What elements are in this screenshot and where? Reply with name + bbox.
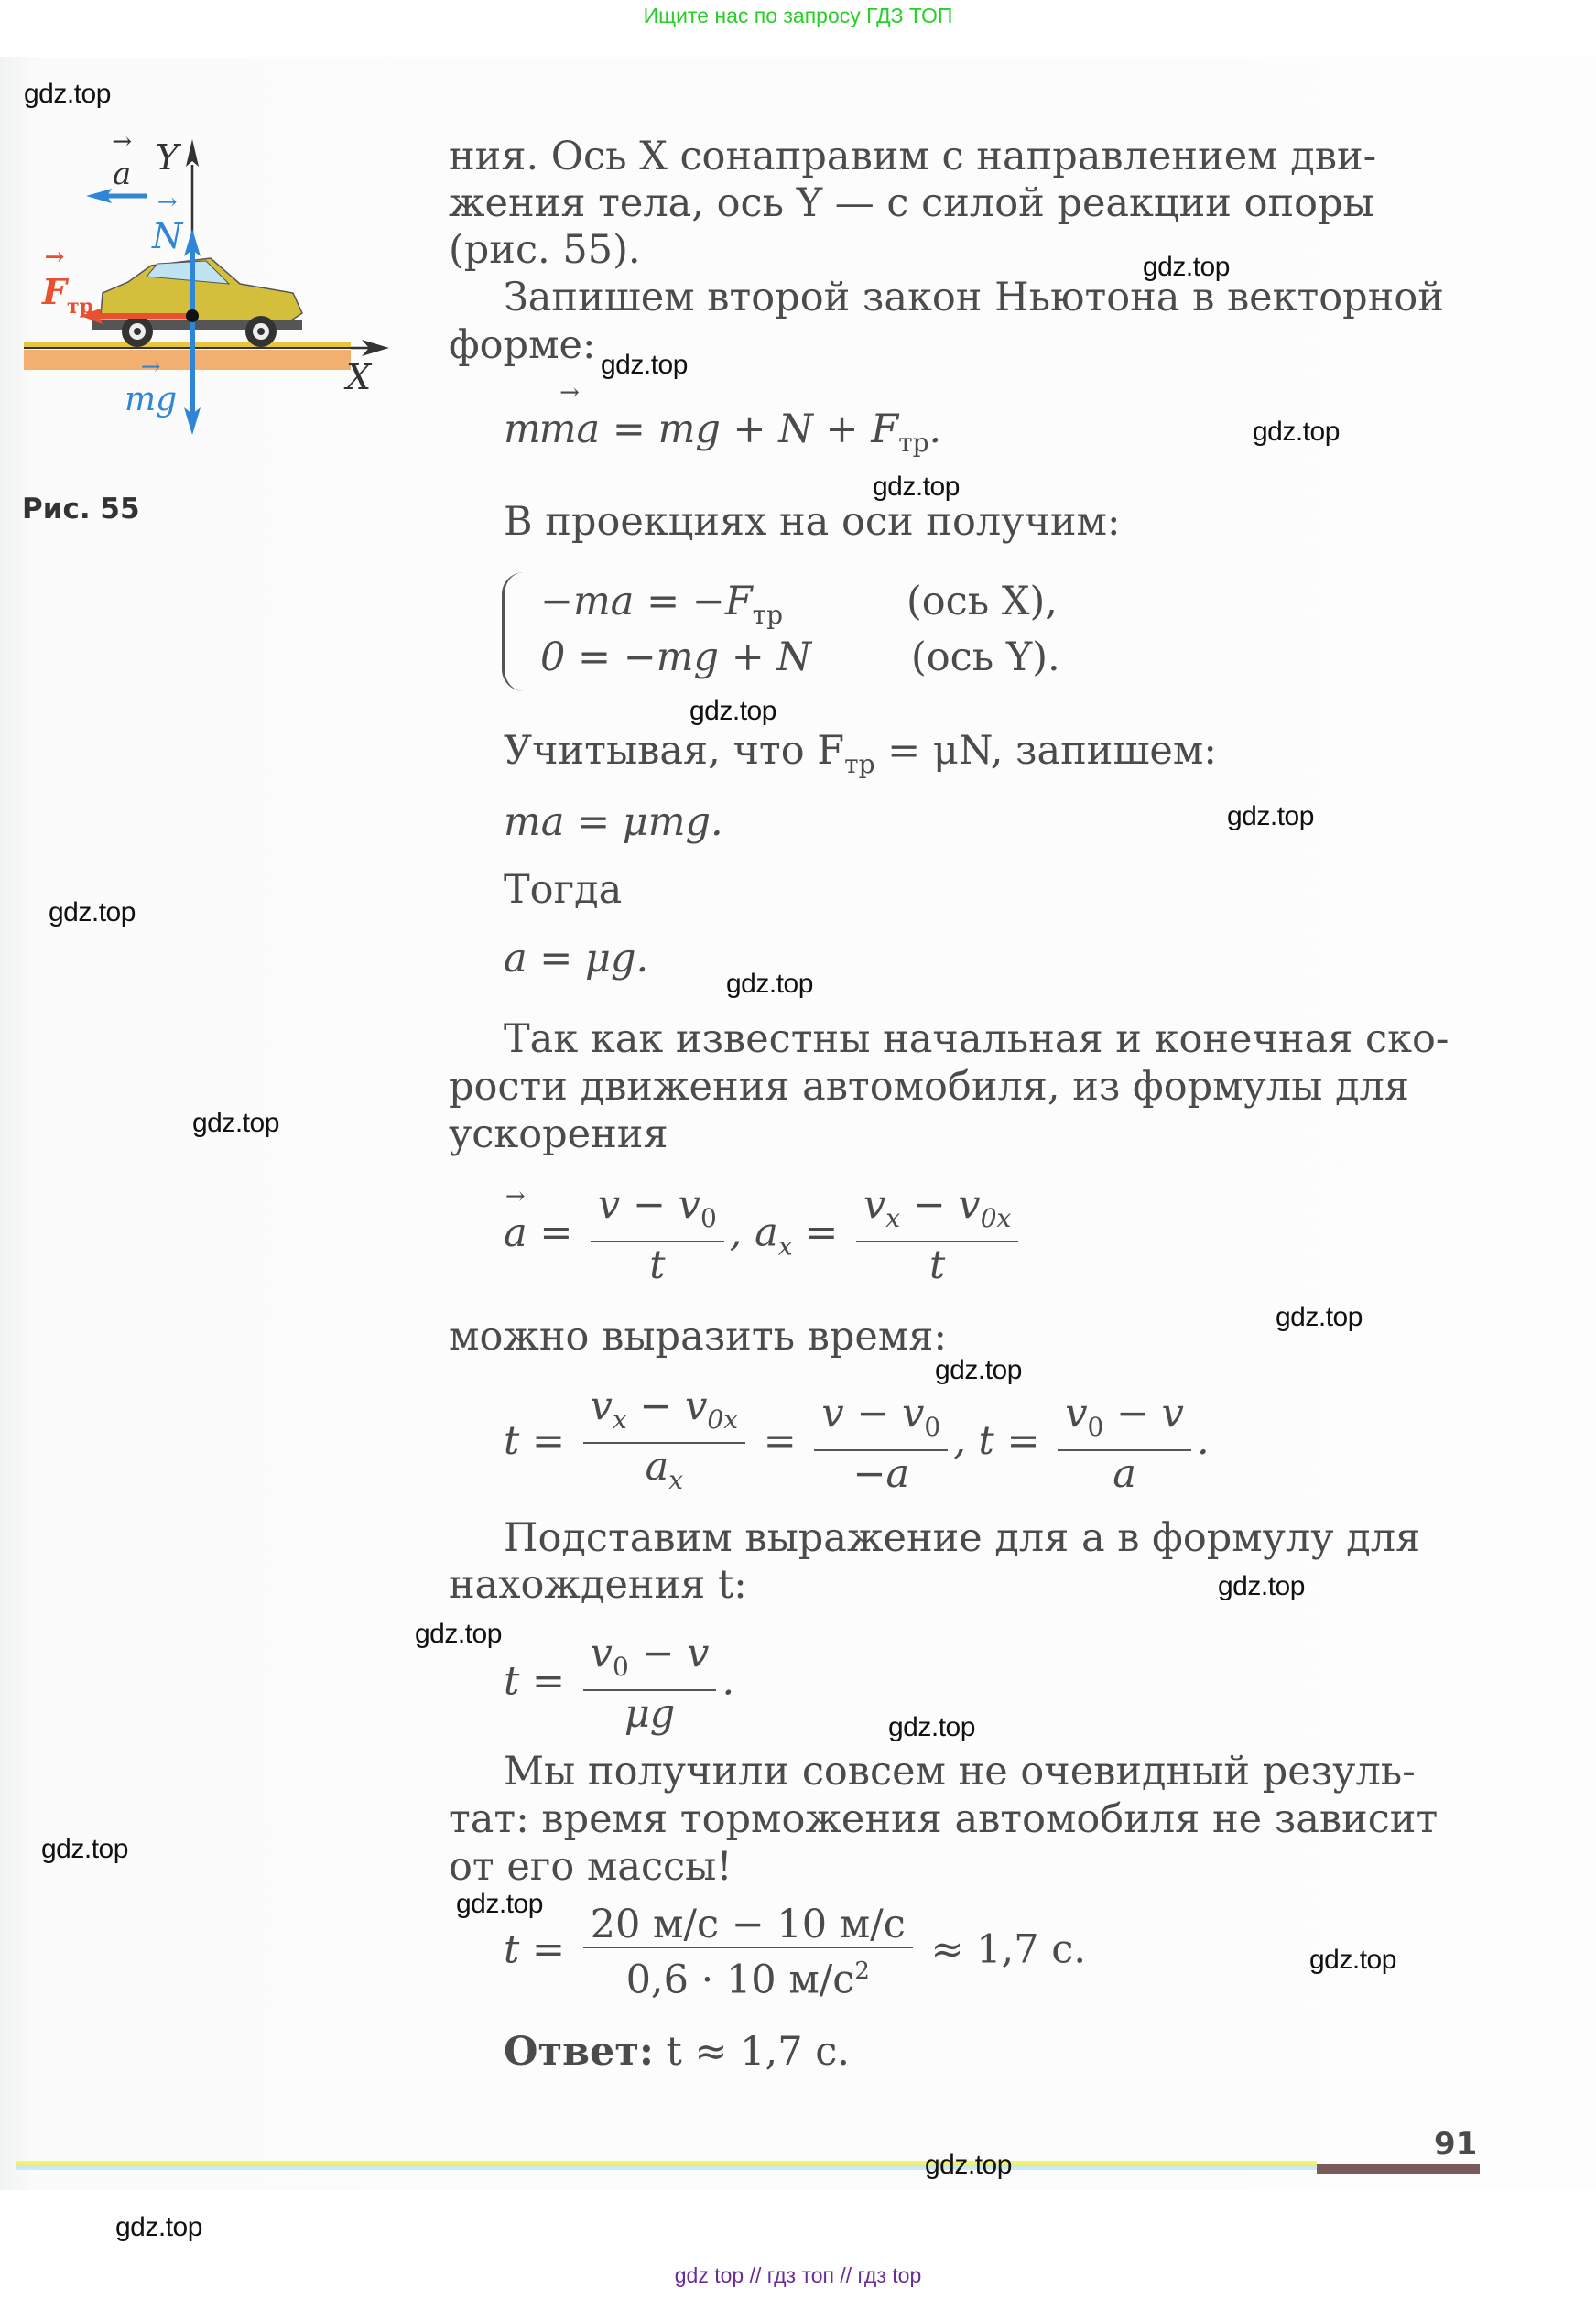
- axis-y-label: Y: [156, 137, 179, 178]
- watermark: gdz.top: [415, 1619, 502, 1649]
- equation-numeric-result: t = $\frac{20 м/с - 10 м/с}{0,6 \cdot 10 м/с^2}$ ≈ 1,7 с.: [504, 1902, 1087, 2003]
- text-line: Мы получили совсем не очевидный резуль-: [504, 1749, 1416, 1795]
- gravity-force-label: → mg: [125, 381, 177, 418]
- answer-label: Ответ:: [504, 2029, 654, 2075]
- text-line: Подставим выражение для a в формулу для: [504, 1515, 1421, 1561]
- watermark: gdz.top: [192, 1108, 279, 1138]
- text-line: Запишем второй закон Ньютона в векторной: [504, 275, 1444, 320]
- text-line: ускорения: [449, 1112, 668, 1157]
- watermark: gdz.top: [1227, 801, 1314, 831]
- watermark: gdz.top: [888, 1712, 975, 1742]
- text-line: жения тела, ось Y — с силой реакции опоры: [449, 180, 1374, 226]
- text-line: Учитывая, что $F_{тр} = \mu N$, запишем:: [504, 728, 1217, 779]
- watermark: gdz.top: [1143, 252, 1230, 282]
- text-line: форме:: [449, 322, 596, 368]
- equation-acceleration: → a = $\frac{v - v_0}{t}$ , $a_x$ = $\frac{v_x - v_{0x}}{t}$: [504, 1183, 1024, 1288]
- axis-x-label: X: [346, 357, 372, 397]
- text-line: Тогда: [504, 867, 623, 913]
- axis-note-y: (ось Y).: [911, 634, 1060, 680]
- answer: [504, 2029, 850, 2075]
- friction-force-label: → $F_{тр}$: [42, 271, 93, 319]
- text-line: В проекциях на оси получим:: [504, 499, 1121, 545]
- watermark: gdz.top: [925, 2150, 1012, 2180]
- text-line: (рис. 55).: [449, 227, 641, 273]
- watermark: gdz.top: [115, 2212, 202, 2242]
- text-line: тат: время торможения автомобиля не зависит: [449, 1796, 1439, 1842]
- normal-force-label: → N: [152, 216, 182, 256]
- text-line: можно выразить время:: [449, 1314, 947, 1360]
- equation-projection-y: 0 = −mg + N: [540, 634, 812, 680]
- watermark: gdz.top: [873, 472, 960, 502]
- axis-note-x: (ось X),: [907, 579, 1058, 624]
- answer-value: t ≈ 1,7 с.: [653, 2029, 850, 2075]
- watermark: gdz.top: [935, 1355, 1022, 1385]
- accel-vector-label: → a: [113, 156, 131, 192]
- watermark: gdz.top: [41, 1834, 128, 1864]
- equation-newton-vector: m→ ma = mg + $N + F_{тр}$.: [504, 407, 941, 458]
- text-line: ния. Ось X сонаправим с направлением дви-: [449, 134, 1377, 179]
- text-line: нахождения t:: [449, 1562, 747, 1608]
- watermark: gdz.top: [49, 897, 136, 927]
- equation-time-formula: t = $\frac{v_0 - v}{\mu g}$ .: [504, 1631, 735, 1737]
- text-line: от его массы!: [449, 1844, 733, 1890]
- watermark: gdz.top: [689, 696, 776, 726]
- watermark: gdz.top: [456, 1889, 543, 1919]
- text-line: Так как известны начальная и конечная ско-: [504, 1016, 1449, 1062]
- equation-time-expression: t = $\frac{v_x - v_{0x}}{a_x}$ = $\frac{v - v_0}{-a}$ , t = $\frac{v_0 - v}{a}$ .: [504, 1383, 1210, 1497]
- search-banner[interactable]: Ищите нас по запросу ГДЗ ТОП: [643, 4, 953, 27]
- footer-rule: [16, 2161, 1317, 2170]
- equation-a-mug: a = μg.: [504, 936, 649, 981]
- watermark: gdz.top: [1253, 417, 1340, 447]
- watermark: gdz.top: [24, 79, 111, 109]
- watermark: gdz.top: [726, 969, 813, 999]
- bottom-links[interactable]: gdz top // гдз топ // гдз top: [674, 2263, 922, 2287]
- equation-ma-mumg: ma = μmg.: [504, 799, 723, 845]
- watermark: gdz.top: [1309, 1945, 1396, 1975]
- equation-projection-x: $-ma = -F_{тр}$: [540, 579, 784, 630]
- watermark: gdz.top: [1218, 1571, 1305, 1601]
- watermark: gdz.top: [1276, 1302, 1363, 1332]
- system-brace: [502, 572, 525, 691]
- figure-caption: Рис. 55: [22, 493, 140, 526]
- footer-rule-accent: [1317, 2164, 1480, 2174]
- watermark: gdz.top: [601, 350, 688, 380]
- page-number: 91: [1434, 2126, 1478, 2163]
- text-line: рости движения автомобиля, из формулы для: [449, 1064, 1409, 1110]
